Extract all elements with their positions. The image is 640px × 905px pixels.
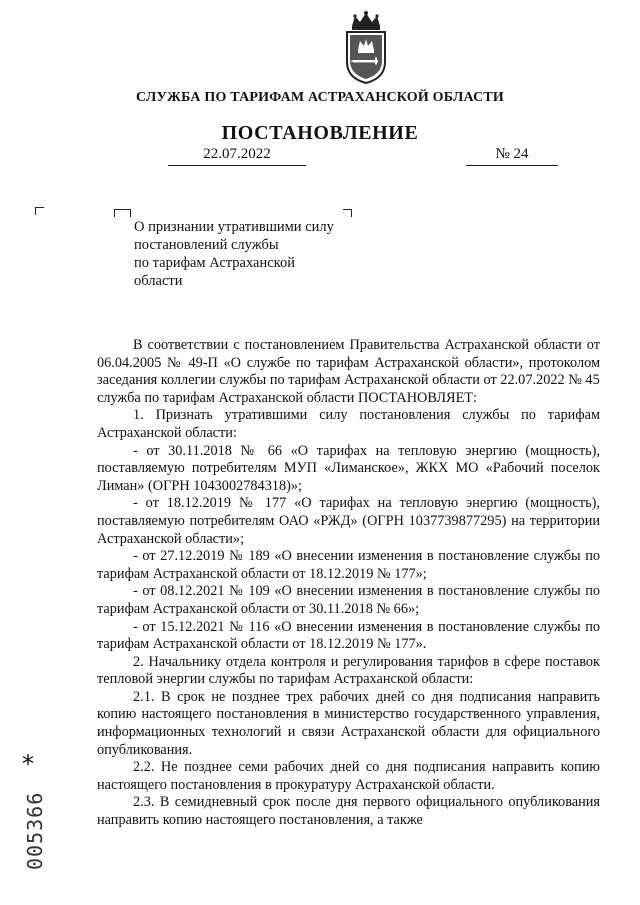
clause-2-3: 2.3. В семидневный срок после дня первого официального опубликования направить копию настоящего постановления, а также (97, 794, 600, 829)
subject-corner-mark-right (343, 209, 352, 217)
stamp-serial-number: 005366 (23, 791, 47, 870)
agency-name: СЛУЖБА ПО ТАРИФАМ АСТРАХАНСКОЙ ОБЛАСТИ (135, 90, 505, 105)
clause-2-2: 2.2. Не позднее семи рабочих дней со дня подписания направить копию настоящего постановления в прокуратуру Астраханской области. (97, 759, 600, 793)
resolution-paragraph: служба по тарифам Астраханской области ПОСТАНОВЛЯЕТ: (97, 389, 478, 406)
margin-corner-mark (35, 207, 44, 215)
document-number: № 24 (495, 146, 529, 162)
coat-of-arms-icon (343, 10, 389, 85)
clause-1-item: - от 27.12.2019 № 189 «О внесении изменения в постановление службы по тарифам Астраханской области от 18.12.2019 № 177»; (97, 548, 600, 582)
document-body (97, 337, 600, 830)
stamp-star: * (22, 750, 34, 778)
clause-1-item: - от 08.12.2021 № 109 «О внесении изменения в постановление службы по тарифам Астраханской области от 30.11.2018 № 66»; (97, 583, 600, 617)
document-type-title: ПОСТАНОВЛЕНИЕ (221, 122, 419, 144)
clause-2: 2. Начальнику отдела контроля и регулирования тарифов в сфере поставок тепловой энергии службы по тарифам Астраханской области: (97, 653, 600, 688)
document-subject (134, 218, 354, 290)
subject-line: по тарифам Астраханской (134, 255, 295, 271)
subject-corner-mark-left-inner (122, 209, 131, 217)
clause-2-1: 2.1. В срок не позднее трех рабочих дней со дня подписания направить копию настоящего постановления в министерство государственного управления, информационных технологий и связи Астраханской области для официального опубликования. (97, 688, 600, 758)
document-date: 22.07.2022 (203, 146, 271, 162)
clause-1: 1. Признать утратившими силу постановления службы по тарифам Астраханской области: (97, 407, 600, 441)
clause-1-item: - от 18.12.2019 № 177 «О тарифах на тепловую энергию (мощность), поставляемую потребителям ОАО «РЖД» (ОГРН 1037739877295) на территории Астраханской области»; (97, 495, 600, 547)
subject-line: области (134, 273, 183, 289)
subject-line: О признании утратившими силу (134, 219, 334, 235)
subject-line: постановлений службы (134, 237, 279, 253)
clause-1-item: - от 30.11.2018 № 66 «О тарифах на тепловую энергию (мощность), поставляемую потребителям МУП «Лиманское», ЖКХ МО «Рабочий поселок Лиман» (ОГРН 1043002784318)»; (97, 442, 600, 494)
preamble-paragraph: В соответствии с постановлением Правительства Астраханской области от 06.04.2005 № 49-П «О службе по тарифам Астраханской области», протоколом заседания коллегии службы по тарифам Астраханской области от 22.07.2022 № 45 (97, 337, 600, 389)
clause-1-item: - от 15.12.2021 № 116 «О внесении изменения в постановление службы по тарифам Астраханской области от 18.12.2019 № 177». (97, 618, 600, 653)
